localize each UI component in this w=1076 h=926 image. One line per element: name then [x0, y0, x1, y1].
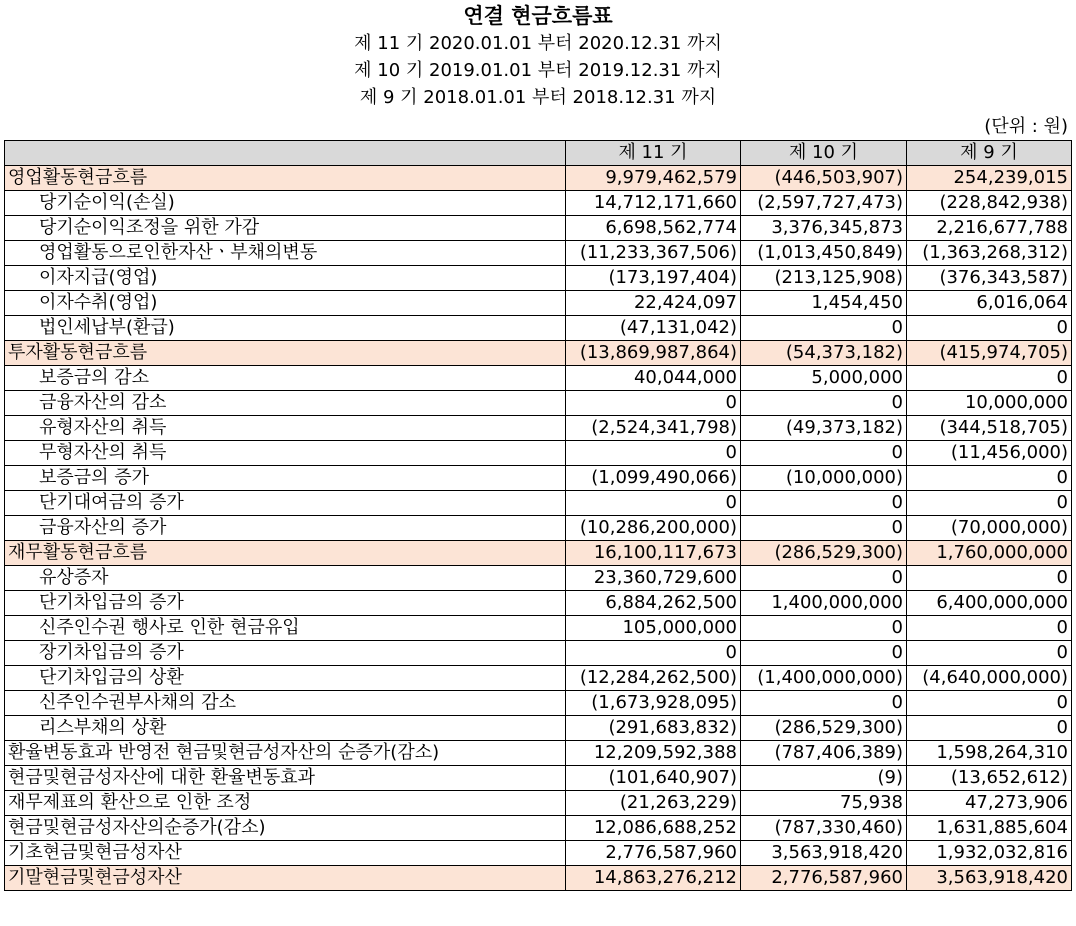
- value-period-9: 6,400,000,000: [907, 591, 1072, 616]
- row-label: 신주인수권 행사로 인한 현금유입: [5, 616, 566, 641]
- value-period-11: 0: [566, 491, 741, 516]
- row-label: 신주인수권부사채의 감소: [5, 691, 566, 716]
- row-label: 기말현금및현금성자산: [5, 866, 566, 891]
- value-period-10: 0: [741, 516, 907, 541]
- row-label: 법인세납부(환급): [5, 316, 566, 341]
- value-period-9: 0: [907, 566, 1072, 591]
- value-period-11: 12,209,592,388: [566, 741, 741, 766]
- value-period-9: 254,239,015: [907, 166, 1072, 191]
- period-line-9: 제 9 기 2018.01.01 부터 2018.12.31 까지: [359, 87, 717, 108]
- row-label: 이자지급(영업): [5, 266, 566, 291]
- value-period-11: (291,683,832): [566, 716, 741, 741]
- header-period-11: 제 11 기: [566, 141, 741, 166]
- value-period-9: (228,842,938): [907, 191, 1072, 216]
- value-period-11: 23,360,729,600: [566, 566, 741, 591]
- table-row: [5, 266, 1072, 291]
- value-period-9: (11,456,000): [907, 441, 1072, 466]
- period-line-11: 제 11 기 2020.01.01 부터 2020.12.31 까지: [354, 33, 722, 54]
- table-row: [5, 641, 1072, 666]
- table-row: [5, 191, 1072, 216]
- row-label: 영업활동으로인한자산ㆍ부채의변동: [5, 241, 566, 266]
- value-period-10: 0: [741, 316, 907, 341]
- value-period-10: 5,000,000: [741, 366, 907, 391]
- value-period-10: 3,376,345,873: [741, 216, 907, 241]
- table-row: [5, 766, 1072, 791]
- table-row: [5, 391, 1072, 416]
- value-period-10: (446,503,907): [741, 166, 907, 191]
- value-period-10: 0: [741, 391, 907, 416]
- header-period-10: 제 10 기: [741, 141, 907, 166]
- value-period-9: 10,000,000: [907, 391, 1072, 416]
- row-label: 기초현금및현금성자산: [5, 841, 566, 866]
- value-period-9: (13,652,612): [907, 766, 1072, 791]
- row-label: 단기차입금의 상환: [5, 666, 566, 691]
- row-label: 금융자산의 증가: [5, 516, 566, 541]
- value-period-10: 1,400,000,000: [741, 591, 907, 616]
- value-period-11: 40,044,000: [566, 366, 741, 391]
- table-row: [5, 816, 1072, 841]
- value-period-10: 0: [741, 616, 907, 641]
- value-period-10: 3,563,918,420: [741, 841, 907, 866]
- row-label: 유형자산의 취득: [5, 416, 566, 441]
- value-period-10: (10,000,000): [741, 466, 907, 491]
- value-period-10: 0: [741, 691, 907, 716]
- value-period-9: 0: [907, 491, 1072, 516]
- value-period-10: (286,529,300): [741, 716, 907, 741]
- table-row: [5, 466, 1072, 491]
- value-period-9: (376,343,587): [907, 266, 1072, 291]
- row-label: 현금및현금성자산의순증가(감소): [5, 816, 566, 841]
- table-header-row: [5, 141, 1072, 166]
- value-period-11: (21,263,229): [566, 791, 741, 816]
- value-period-10: 0: [741, 491, 907, 516]
- row-label: 현금및현금성자산에 대한 환율변동효과: [5, 766, 566, 791]
- value-period-10: (54,373,182): [741, 341, 907, 366]
- value-period-9: 0: [907, 616, 1072, 641]
- row-label: 장기차입금의 증가: [5, 641, 566, 666]
- value-period-10: 2,776,587,960: [741, 866, 907, 891]
- value-period-10: 0: [741, 641, 907, 666]
- value-period-10: (787,406,389): [741, 741, 907, 766]
- row-label: 보증금의 감소: [5, 366, 566, 391]
- value-period-9: 0: [907, 316, 1072, 341]
- value-period-9: 2,216,677,788: [907, 216, 1072, 241]
- value-period-11: (1,099,490,066): [566, 466, 741, 491]
- table-row: [5, 416, 1072, 441]
- value-period-11: 6,884,262,500: [566, 591, 741, 616]
- value-period-9: 0: [907, 716, 1072, 741]
- table-row: [5, 691, 1072, 716]
- value-period-9: 1,760,000,000: [907, 541, 1072, 566]
- value-period-11: (47,131,042): [566, 316, 741, 341]
- value-period-10: (213,125,908): [741, 266, 907, 291]
- table-row: [5, 841, 1072, 866]
- value-period-10: (1,013,450,849): [741, 241, 907, 266]
- value-period-10: (9): [741, 766, 907, 791]
- value-period-9: 0: [907, 466, 1072, 491]
- table-row: [5, 541, 1072, 566]
- row-label: 금융자산의 감소: [5, 391, 566, 416]
- value-period-11: 9,979,462,579: [566, 166, 741, 191]
- row-label: 재무제표의 환산으로 인한 조정: [5, 791, 566, 816]
- table-row: [5, 441, 1072, 466]
- value-period-9: 0: [907, 641, 1072, 666]
- table-row: [5, 741, 1072, 766]
- row-label: 영업활동현금흐름: [5, 166, 566, 191]
- value-period-9: (1,363,268,312): [907, 241, 1072, 266]
- value-period-9: 0: [907, 691, 1072, 716]
- cash-flow-table: [4, 140, 1072, 891]
- value-period-11: (101,640,907): [566, 766, 741, 791]
- unit-label: (단위 : 원): [984, 116, 1068, 137]
- value-period-10: 0: [741, 566, 907, 591]
- value-period-9: (70,000,000): [907, 516, 1072, 541]
- value-period-10: 0: [741, 441, 907, 466]
- table-row: [5, 166, 1072, 191]
- value-period-9: 1,932,032,816: [907, 841, 1072, 866]
- statement-title: 연결 현금흐름표: [463, 4, 613, 28]
- value-period-10: (787,330,460): [741, 816, 907, 841]
- row-label: 투자활동현금흐름: [5, 341, 566, 366]
- value-period-9: 1,631,885,604: [907, 816, 1072, 841]
- table-row: [5, 866, 1072, 891]
- value-period-11: (10,286,200,000): [566, 516, 741, 541]
- value-period-9: 1,598,264,310: [907, 741, 1072, 766]
- value-period-9: 6,016,064: [907, 291, 1072, 316]
- table-row: [5, 791, 1072, 816]
- table-row: [5, 516, 1072, 541]
- row-label: 단기차입금의 증가: [5, 591, 566, 616]
- table-row: [5, 591, 1072, 616]
- table-row: [5, 241, 1072, 266]
- value-period-11: (12,284,262,500): [566, 666, 741, 691]
- row-label: 리스부채의 상환: [5, 716, 566, 741]
- row-label: 당기순이익(손실): [5, 191, 566, 216]
- value-period-9: 3,563,918,420: [907, 866, 1072, 891]
- table-row: [5, 216, 1072, 241]
- row-label: 환율변동효과 반영전 현금및현금성자산의 순증가(감소): [5, 741, 566, 766]
- value-period-11: 0: [566, 441, 741, 466]
- value-period-11: (1,673,928,095): [566, 691, 741, 716]
- row-label: 당기순이익조정을 위한 가감: [5, 216, 566, 241]
- table-row: [5, 716, 1072, 741]
- table-row: [5, 616, 1072, 641]
- value-period-10: 1,454,450: [741, 291, 907, 316]
- value-period-10: (2,597,727,473): [741, 191, 907, 216]
- row-label: 단기대여금의 증가: [5, 491, 566, 516]
- table-row: [5, 341, 1072, 366]
- value-period-11: 6,698,562,774: [566, 216, 741, 241]
- value-period-9: (415,974,705): [907, 341, 1072, 366]
- table-row: [5, 366, 1072, 391]
- period-line-10: 제 10 기 2019.01.01 부터 2019.12.31 까지: [354, 60, 722, 81]
- table-row: [5, 566, 1072, 591]
- row-label: 이자수취(영업): [5, 291, 566, 316]
- value-period-9: (4,640,000,000): [907, 666, 1072, 691]
- value-period-11: (173,197,404): [566, 266, 741, 291]
- value-period-11: 0: [566, 391, 741, 416]
- row-label: 유상증자: [5, 566, 566, 591]
- row-label: 무형자산의 취득: [5, 441, 566, 466]
- value-period-11: 14,712,171,660: [566, 191, 741, 216]
- row-label: 보증금의 증가: [5, 466, 566, 491]
- value-period-11: 16,100,117,673: [566, 541, 741, 566]
- value-period-10: 75,938: [741, 791, 907, 816]
- table-row: [5, 666, 1072, 691]
- value-period-11: 14,863,276,212: [566, 866, 741, 891]
- value-period-10: (286,529,300): [741, 541, 907, 566]
- value-period-11: (11,233,367,506): [566, 241, 741, 266]
- value-period-11: (13,869,987,864): [566, 341, 741, 366]
- table-body: [5, 166, 1072, 891]
- value-period-10: (1,400,000,000): [741, 666, 907, 691]
- table-row: [5, 291, 1072, 316]
- value-period-11: 22,424,097: [566, 291, 741, 316]
- header-period-9: 제 9 기: [907, 141, 1072, 166]
- value-period-9: 0: [907, 366, 1072, 391]
- header-account: [5, 141, 566, 166]
- value-period-11: 12,086,688,252: [566, 816, 741, 841]
- value-period-11: 105,000,000: [566, 616, 741, 641]
- value-period-9: (344,518,705): [907, 416, 1072, 441]
- table-row: [5, 491, 1072, 516]
- value-period-9: 47,273,906: [907, 791, 1072, 816]
- value-period-10: (49,373,182): [741, 416, 907, 441]
- value-period-11: 2,776,587,960: [566, 841, 741, 866]
- table-row: [5, 316, 1072, 341]
- value-period-11: (2,524,341,798): [566, 416, 741, 441]
- row-label: 재무활동현금흐름: [5, 541, 566, 566]
- value-period-11: 0: [566, 641, 741, 666]
